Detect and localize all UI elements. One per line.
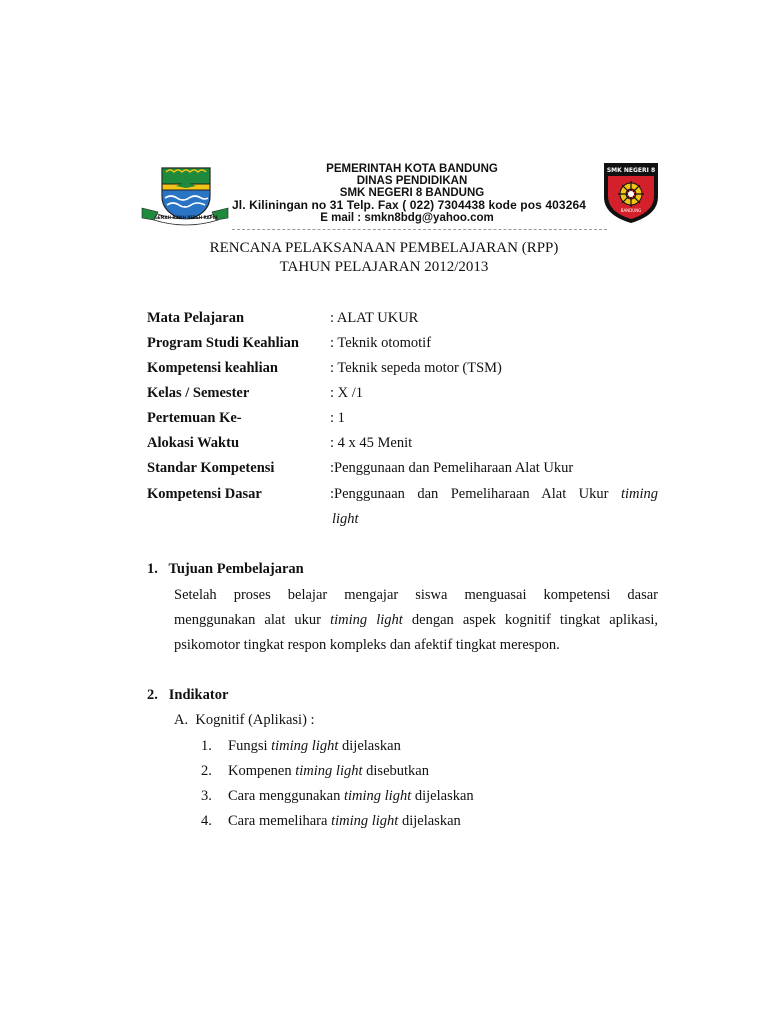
info-value: : X /1: [330, 385, 364, 401]
list-text: Cara menggunakan timing light dijelaskan: [228, 788, 474, 804]
list-text: Cara memelihara timing light dijelaskan: [228, 813, 461, 829]
letterhead-email: E mail : smkn8bdg@yahoo.com: [320, 212, 494, 224]
academic-year: TAHUN PELAJARAN 2012/2013: [279, 259, 489, 275]
list-text: Kompenen timing light disebutkan: [228, 763, 429, 779]
list-text: Fungsi timing light dijelaskan: [228, 738, 401, 754]
letterhead-line-2: DINAS PENDIDIKAN: [356, 175, 468, 187]
list-number: 2.: [201, 763, 212, 779]
list-number: 3.: [201, 788, 212, 804]
info-label: Pertemuan Ke-: [147, 410, 242, 426]
emblem-motto: GEMAH RIPAH REPEH RAPIH: [154, 215, 218, 220]
info-value-italic: timing: [620, 486, 658, 502]
info-value: : Teknik sepeda motor (TSM): [330, 360, 502, 376]
letterhead-line-1: PEMERINTAH KOTA BANDUNG: [326, 163, 498, 175]
info-value: : 4 x 45 Menit: [330, 435, 413, 451]
letterhead-divider: [232, 229, 607, 230]
info-value: : 1: [330, 410, 345, 426]
info-label: Program Studi Keahlian: [147, 335, 299, 351]
letterhead-address: Jl. Kiliningan no 31 Telp. Fax ( 022) 7304438 kode pos 403264: [232, 198, 587, 212]
info-label: Kompetensi keahlian: [147, 360, 278, 376]
document-title: RENCANA PELAKSANAAN PEMBELAJARAN (RPP): [209, 240, 559, 256]
badge-title: SMK NEGERI 8: [606, 167, 656, 174]
paragraph-line: Setelah proses belajar mengajar siswa menguasai kompetensi dasar: [174, 587, 658, 603]
list-number: 4.: [201, 813, 212, 829]
section-heading: 1. Tujuan Pembelajaran: [147, 561, 304, 577]
section-heading: 2. Indikator: [147, 687, 229, 703]
info-value: : ALAT UKUR: [330, 310, 419, 326]
info-value: [330, 486, 658, 503]
info-value-continued: light: [332, 511, 359, 527]
info-value: : Teknik otomotif: [330, 335, 432, 351]
letterhead-line-3: SMK NEGERI 8 BANDUNG: [339, 187, 485, 196]
info-label: Mata Pelajaran: [147, 310, 245, 326]
paragraph-line: menggunakan alat ukur timing light dengan aspek kognitif tingkat aplikasi,: [174, 612, 658, 628]
paragraph-line: psikomotor tingkat respon kompleks dan afektif tingkat merespon.: [174, 637, 560, 653]
info-label: Alokasi Waktu: [147, 435, 240, 451]
badge-subtitle: BANDUNG: [620, 208, 642, 213]
info-value-main: :Penggunaan dan Pemeliharaan Alat Ukur: [330, 486, 609, 502]
info-label: Standar Kompetensi: [147, 460, 275, 476]
info-label: Kelas / Semester: [147, 385, 250, 401]
info-value: :Penggunaan dan Pemeliharaan Alat Ukur: [330, 460, 574, 476]
list-number: 1.: [201, 738, 212, 754]
subsection-heading: A. Kognitif (Aplikasi) :: [174, 712, 315, 728]
info-label: Kompetensi Dasar: [147, 486, 262, 502]
